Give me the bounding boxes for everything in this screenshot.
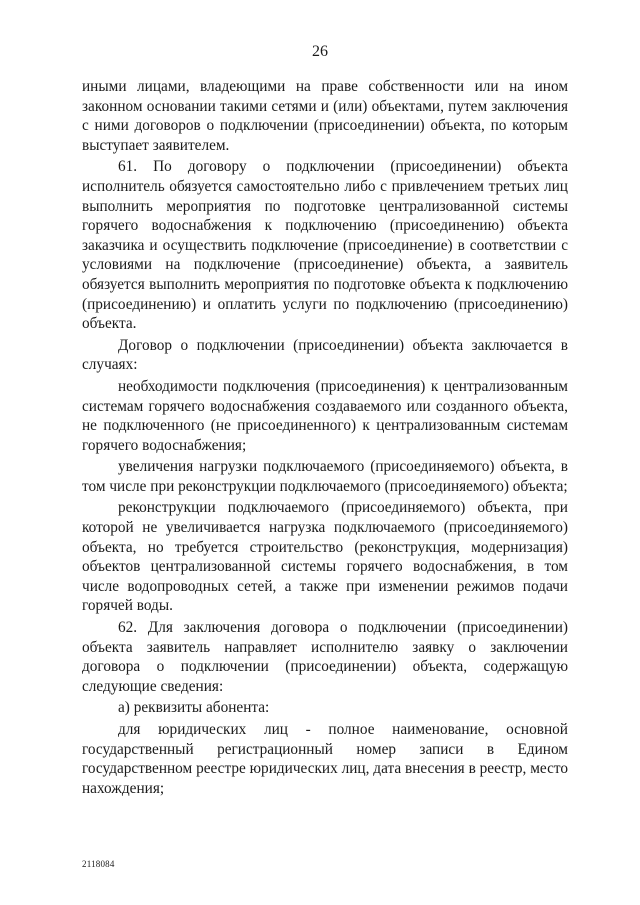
paragraph-case-load-increase: увеличения нагрузки подключаемого (присоединяемого) объекта, в том числе при реконструкции подключаемого (присоединяемого) объекта; — [82, 458, 568, 495]
paragraph-61: 61. По договору о подключении (присоединении) объекта исполнитель обязуется самостоятельно либо с привлечением третьих лиц выполнить мероприятия по подготовке централизованной системы горячего водоснабжения к подключению (присоединению) объекта заказчика и осуществить подключение (присоединение) в соответствии с условиями на подключение (присоединение) объекта, а заявитель обязуется выполнить мероприятия по подготовке объекта к подключению (присоединению) и оплатить услуги по подключению (присоединению) объекта. — [82, 158, 568, 333]
page-number: 26 — [312, 43, 328, 60]
paragraph-continuation: иными лицами, владеющими на праве собственности или на ином законном основании такими сетями и (или) объектами, путем заключения с ними договоров о подключении (присоединении) объекта, по которым выступает заявителем. — [82, 78, 568, 154]
paragraph-62: 62. Для заключения договора о подключении (присоединении) объекта заявитель направляет исполнителю заявку о заключении договора о подключении (присоединении) объекта, содержащую следующие сведения: — [82, 619, 568, 695]
paragraph-subscriber-details: а) реквизиты абонента: — [118, 699, 270, 717]
document-code: 2118084 — [82, 859, 115, 869]
paragraph-case-new-connection: необходимости подключения (присоединения) к централизованным системам горячего водоснабжения создаваемого или созданного объекта, не подключенного (не присоединенного) к централизованным системам горячего водоснабжения; — [82, 377, 568, 454]
paragraph-contract-cases: Договор о подключении (присоединении) объекта заключается в случаях: — [82, 336, 568, 374]
document-body — [82, 77, 568, 798]
paragraph-legal-entities: для юридических лиц - полное наименование, основной государственный регистрационный номер записи в Едином государственном реестре юридических лиц, дата внесения в реестр, место нахождения; — [82, 721, 568, 797]
paragraph-case-reconstruction: реконструкции подключаемого (присоединяемого) объекта, при которой не увеличивается нагрузка подключаемого (присоединяемого) объекта, но требуется строительство (реконструкция, модернизация) объектов централизованной системы горячего водоснабжения, в том числе водопроводных сетей, а также при изменении режимов подачи горячей воды. — [82, 499, 568, 615]
